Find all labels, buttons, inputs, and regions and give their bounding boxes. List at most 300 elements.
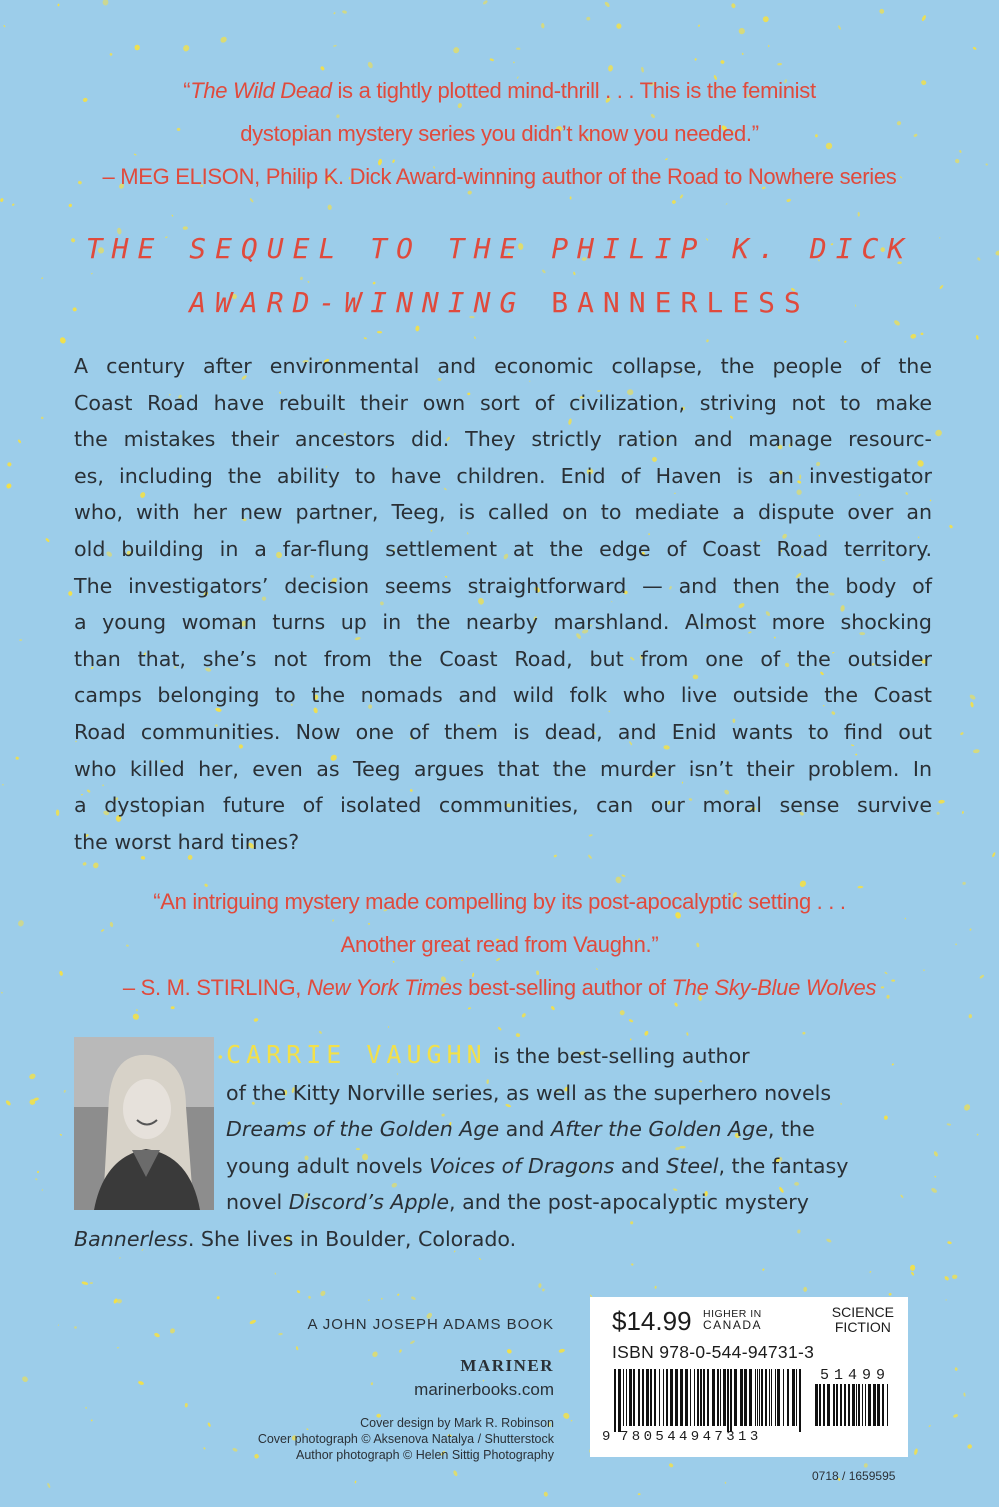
speckle — [628, 1019, 633, 1023]
barcode-bar — [685, 1369, 688, 1426]
speckle — [762, 16, 769, 23]
synopsis-line: the mistakes their ancestors did. They strictly ration and manage resourc- — [74, 427, 932, 452]
barcode-bar — [680, 1369, 683, 1426]
bio-text: young adult novels — [226, 1153, 430, 1178]
speckle — [399, 1349, 402, 1353]
barcode-bar — [690, 1369, 691, 1426]
speckle — [253, 1018, 258, 1023]
speckle — [976, 335, 979, 340]
barcode-panel — [590, 1297, 908, 1457]
author-bio — [74, 1037, 934, 1257]
bio-text: and — [614, 1153, 667, 1178]
speckle — [973, 749, 980, 754]
speckle — [5, 483, 12, 490]
speckle — [91, 1419, 93, 1421]
speckle — [381, 1298, 383, 1300]
speckle — [970, 702, 974, 708]
barcode-bar — [646, 1369, 649, 1426]
barcode-bar — [819, 1384, 821, 1426]
speckle — [963, 1392, 966, 1396]
speckle — [1, 992, 3, 994]
barcode-bar — [775, 1369, 776, 1426]
speckle — [541, 1288, 545, 1292]
price-note-line1: HIGHER IN — [703, 1308, 762, 1320]
speckle — [182, 44, 190, 53]
speckle — [762, 1268, 765, 1271]
barcode-bar — [694, 1369, 695, 1426]
speckle — [992, 852, 996, 858]
synopsis-line: The investigators’ decision seems straightforward — and then the body of — [74, 573, 932, 598]
speckle — [878, 8, 885, 15]
bio-title: Voices of Dragons — [429, 1153, 615, 1178]
speckle — [631, 1263, 634, 1266]
speckle — [169, 1327, 176, 1334]
speckle — [938, 800, 945, 804]
attr-publication: New York Times — [306, 975, 463, 1000]
barcode-bar — [887, 1384, 888, 1426]
speckle — [47, 1483, 51, 1489]
addon-barcode — [815, 1384, 891, 1432]
barcode-bar — [712, 1369, 715, 1426]
genre-line2: FICTION — [834, 1319, 891, 1335]
barcode-bar — [858, 1384, 860, 1426]
speckle — [132, 1012, 141, 1021]
barcode-bar — [755, 1369, 756, 1426]
speckle — [318, 1030, 322, 1034]
barcode-bar — [757, 1369, 758, 1426]
speckle — [19, 639, 22, 641]
speckle — [135, 1009, 138, 1012]
genre-line1: SCIENCE — [831, 1304, 894, 1320]
speckle — [541, 23, 545, 29]
speckle — [731, 3, 736, 9]
speckle — [0, 198, 4, 203]
barcode-bar — [792, 1369, 795, 1426]
barcode-bar — [868, 1384, 871, 1426]
speckle — [354, 1480, 356, 1483]
speckle — [253, 1453, 259, 1459]
tagline-line: THE SEQUEL TO THE PHILIP K. DICK — [85, 232, 914, 265]
speckle — [319, 1290, 326, 1297]
barcode-bar — [777, 1369, 780, 1426]
quote-meg-elison — [40, 69, 959, 198]
speckle — [934, 1175, 936, 1177]
speckle — [474, 336, 477, 339]
speckle — [911, 1271, 915, 1276]
barcode-bar — [629, 1369, 632, 1426]
barcode-bar — [700, 1369, 702, 1426]
speckle — [102, 0, 108, 6]
quote-line — [40, 69, 959, 112]
speckle — [185, 1403, 188, 1408]
speckle — [411, 1296, 417, 1301]
speckle — [171, 214, 173, 216]
speckle — [638, 1493, 641, 1495]
bio-line: of the Kitty Norville series, as well as the superhero novels — [226, 1080, 832, 1105]
speckle — [966, 1443, 972, 1449]
barcode-bar — [877, 1384, 880, 1426]
speckle — [134, 44, 140, 50]
speckle — [333, 12, 336, 15]
speckle — [698, 24, 701, 27]
speckle — [955, 1367, 958, 1371]
barcode-bar — [815, 1384, 818, 1426]
speckle — [68, 203, 72, 207]
speckle — [934, 429, 942, 437]
barcode-bar — [787, 1369, 789, 1426]
synopsis-line: A century after environmental and economic collapse, the people of the — [74, 354, 932, 378]
addon-digits: 51499 — [820, 1367, 891, 1384]
barcode-bar — [827, 1384, 830, 1426]
barcode-bar — [703, 1369, 705, 1426]
speckle — [962, 882, 966, 885]
speckle — [694, 58, 697, 61]
bio-text: , and the post-apocalyptic mystery — [449, 1190, 809, 1214]
speckle — [138, 1380, 145, 1385]
speckle — [296, 1290, 300, 1294]
speckle — [153, 1332, 160, 1338]
synopsis-line: a dystopian future of isolated communities, can our moral sense survive — [74, 793, 932, 818]
speckle — [586, 17, 591, 21]
synopsis-line: who, with her new partner, Teeg, is called on to mediate a dispute over an — [74, 500, 932, 525]
speckle — [864, 1463, 868, 1468]
speckle — [949, 524, 954, 529]
barcode-bar — [659, 1369, 660, 1426]
speckle — [962, 811, 964, 814]
barcode-bar — [697, 1369, 699, 1426]
speckle — [306, 1428, 309, 1430]
speckle — [388, 1026, 389, 1028]
speckle — [216, 1296, 220, 1300]
barcode-bar — [614, 1369, 616, 1432]
speckle — [928, 1425, 931, 1428]
speckle — [558, 1348, 565, 1353]
barcode-bar — [796, 1369, 797, 1426]
speckle — [3, 25, 6, 28]
speckle — [947, 1241, 952, 1245]
speckle — [479, 1258, 482, 1261]
bio-title: Dreams of the Golden Age — [226, 1117, 500, 1141]
bio-text: , the fantasy — [718, 1153, 849, 1178]
speckle — [786, 198, 791, 202]
speckle — [686, 1032, 689, 1036]
speckle — [959, 150, 962, 153]
speckle — [109, 53, 113, 57]
speckle — [28, 1073, 36, 1081]
barcode-bar — [865, 1384, 866, 1426]
speckle — [367, 61, 374, 69]
speckle — [15, 756, 19, 760]
bio-line — [74, 1221, 934, 1258]
speckle — [953, 1413, 959, 1418]
synopsis-line: than that, she’s not from the Coast Road, but from one of the outsider — [74, 646, 932, 671]
barcode-bar — [727, 1369, 729, 1432]
speckle — [969, 928, 972, 931]
speckle — [56, 809, 60, 816]
barcode-bar — [663, 1369, 664, 1426]
book-title: The Wild Dead — [190, 78, 332, 103]
barcode-bar — [833, 1384, 835, 1426]
speckle — [63, 1090, 66, 1093]
barcode-bar — [836, 1384, 838, 1426]
barcode-bar — [707, 1369, 709, 1426]
speckle — [82, 862, 87, 867]
quote-line: dystopian mystery series you didn’t know you needed.” — [240, 121, 759, 146]
bio-line — [74, 1111, 934, 1148]
barcode-bar — [799, 1369, 801, 1432]
speckle — [41, 1189, 43, 1192]
quote-line: “An intriguing mystery made compelling by its post-apocalyptic setting . . . — [153, 889, 846, 914]
synopsis-line: old building in a far-flung settlement at the edge of Coast Road territory. — [74, 536, 932, 561]
barcode-bar — [844, 1384, 846, 1426]
speckle — [506, 1348, 512, 1354]
speckle — [621, 874, 625, 877]
cover-photo-credit: Cover photograph © Aksenova Natalya / Shutterstock — [257, 1432, 554, 1446]
bio-line — [74, 1184, 934, 1221]
speckle — [644, 1030, 650, 1036]
speckle — [497, 1026, 502, 1031]
speckle — [57, 4, 59, 7]
ean-barcode — [614, 1369, 804, 1432]
speckle — [89, 1282, 93, 1284]
bio-title: After the Golden Age — [550, 1117, 768, 1141]
speckle — [92, 862, 99, 870]
barcode-bar — [675, 1369, 678, 1426]
barcode-bar — [654, 1369, 656, 1426]
barcode-bar — [852, 1384, 855, 1426]
speckle — [45, 538, 50, 543]
speckle — [952, 1274, 958, 1279]
speckle — [482, 0, 488, 5]
price: $14.99 — [612, 1306, 692, 1336]
speckle — [342, 10, 347, 14]
speckle — [377, 331, 383, 334]
barcode-bar — [759, 1369, 760, 1426]
barcode-bar — [618, 1369, 621, 1432]
speckle — [5, 1099, 12, 1106]
price-note — [703, 1309, 762, 1331]
barcode-bar — [744, 1369, 747, 1426]
barcode-bar — [873, 1384, 876, 1426]
speckle — [976, 1133, 978, 1135]
speckle — [668, 1463, 674, 1469]
price-note-line2: CANADA — [703, 1318, 763, 1332]
speckle — [972, 46, 976, 50]
speckle — [616, 23, 622, 29]
imprint-series: A JOHN JOSEPH ADAMS BOOK — [307, 1316, 554, 1333]
synopsis-line: Coast Road have rebuilt their own sort of civilization, striving not to make — [74, 390, 932, 415]
speckle — [219, 35, 228, 43]
tagline-line — [0, 276, 999, 330]
speckle — [397, 1293, 400, 1296]
speckle — [741, 52, 744, 55]
publisher-website[interactable]: marinerbooks.com — [414, 1380, 554, 1399]
speckle — [571, 1420, 573, 1422]
speckle — [869, 1271, 872, 1274]
barcode-bar — [749, 1369, 752, 1426]
barcode-bar — [730, 1369, 732, 1432]
speckle — [119, 1257, 121, 1258]
speckle — [410, 1340, 416, 1345]
bio-line — [74, 1037, 934, 1075]
speckle — [979, 974, 985, 979]
speckle — [41, 416, 44, 419]
speckle — [838, 25, 842, 30]
bio-text: . She lives in Boulder, Colorado. — [187, 1226, 517, 1251]
speckle — [803, 1287, 807, 1292]
barcode-bar — [771, 1369, 772, 1426]
speckle — [327, 204, 332, 210]
speckle — [21, 1375, 29, 1383]
speckle — [59, 1134, 62, 1136]
barcode-bar — [740, 1369, 743, 1426]
barcode-bar — [882, 1384, 884, 1426]
speckle — [671, 199, 676, 204]
speckle — [296, 1346, 299, 1350]
speckle — [947, 1123, 952, 1126]
speckle — [888, 1293, 892, 1296]
synopsis-line: the worst hard times? — [74, 829, 300, 854]
speckle — [706, 339, 709, 343]
speckle — [489, 58, 494, 62]
barcode-bar — [650, 1369, 652, 1426]
speckle — [913, 1448, 918, 1455]
synopsis-line: who killed her, even as Teeg argues that the murder isn’t their problem. In — [74, 756, 932, 781]
speckle — [68, 591, 72, 596]
bio-text: is the best-selling author — [486, 1044, 750, 1068]
speckle — [562, 1412, 570, 1420]
barcode-bar — [623, 1369, 624, 1426]
bio-text: and — [499, 1117, 551, 1141]
speckle — [737, 27, 746, 36]
barcode-bar — [848, 1384, 850, 1426]
speckle — [963, 1103, 971, 1112]
tagline-award: AWARD-WINNING — [189, 286, 552, 319]
bio-text: novel — [226, 1190, 289, 1214]
attr-book-title: The Sky-Blue Wolves — [671, 975, 877, 1000]
bio-line — [74, 1148, 934, 1185]
synopsis-line: Road communities. Now one of them is dead, and Enid wants to find out — [74, 719, 932, 744]
barcode-bar — [856, 1384, 857, 1426]
speckle — [371, 1382, 374, 1385]
speckle — [368, 1299, 370, 1300]
ean-first-digit: 9 — [602, 1429, 611, 1445]
speckle — [985, 163, 988, 166]
speckle — [37, 1171, 40, 1174]
bio-title: Discord’s Apple — [288, 1190, 449, 1214]
quote-attribution: – MEG ELISON, Philip K. Dick Award-winning author of the Road to Nowhere series — [102, 164, 897, 189]
speckle — [768, 45, 770, 47]
bio-title: Bannerless — [74, 1226, 188, 1251]
speckle — [249, 198, 254, 203]
speckle — [81, 1281, 88, 1286]
speckle — [274, 1272, 276, 1275]
attr-prefix: – S. M. STIRLING, — [122, 975, 307, 1000]
speckle — [968, 1014, 972, 1018]
speckle — [59, 336, 67, 344]
synopsis — [74, 348, 932, 860]
speckle — [58, 1324, 60, 1326]
speckle — [203, 1447, 206, 1450]
barcode-bar — [765, 1369, 767, 1426]
quote-text: is a tightly plotted mind-thrill . . . This is the feminist — [331, 78, 816, 103]
speckle — [654, 1286, 656, 1289]
speckle — [910, 333, 917, 339]
speckle — [278, 1333, 283, 1336]
synopsis-line: es, including the ability to have children. Enid of Haven is an investigator — [74, 463, 932, 488]
tagline — [0, 222, 999, 330]
barcode-bar — [717, 1369, 719, 1426]
speckle — [232, 1447, 238, 1452]
speckle — [453, 1470, 459, 1477]
attr-mid: best-selling author of — [462, 975, 672, 1000]
barcode-bar — [840, 1384, 842, 1426]
speckle — [74, 1326, 77, 1329]
speckle — [538, 1283, 541, 1288]
speckle — [969, 694, 977, 701]
synopsis-line: camps belonging to the nomads and wild folk who live outside the Coast — [74, 683, 932, 708]
speckle — [521, 1012, 527, 1018]
genre-category — [832, 1305, 894, 1335]
barcode-bar — [783, 1369, 784, 1426]
speckle — [802, 1032, 805, 1035]
speckle — [858, 212, 860, 217]
publisher-name: MARINER — [460, 1356, 554, 1375]
barcode-bar — [666, 1369, 668, 1426]
barcode-bar — [642, 1369, 644, 1426]
speckle — [2, 784, 4, 786]
speckle — [35, 1178, 38, 1181]
barcode-bar — [769, 1369, 770, 1426]
ean-digits: 780544947313 — [620, 1429, 762, 1445]
speckle — [7, 462, 12, 467]
bio-title: Steel — [666, 1153, 719, 1178]
tagline-bannerless: BANNERLESS — [551, 286, 810, 319]
speckle — [720, 60, 725, 65]
quote-sm-stirling — [40, 880, 959, 1009]
barcode-bar — [633, 1369, 635, 1426]
speckle — [12, 203, 15, 206]
barcode-bar — [723, 1369, 726, 1426]
speckle — [513, 61, 515, 63]
speckle — [516, 48, 520, 50]
speckle — [777, 63, 782, 66]
speckle — [17, 919, 25, 927]
speckle — [543, 1491, 548, 1497]
speckle — [604, 1, 611, 8]
speckle — [207, 1422, 211, 1427]
speckle — [844, 340, 847, 343]
quote-attribution — [40, 966, 959, 1009]
barcode-bar — [761, 1369, 763, 1426]
cover-design-credit: Cover design by Mark R. Robinson — [360, 1416, 554, 1430]
author-name: CARRIE VAUGHN — [226, 1040, 487, 1069]
speckle — [249, 1319, 257, 1325]
catalog-code: 0718 / 1659595 — [812, 1469, 896, 1483]
speckle — [371, 1350, 379, 1358]
speckle — [725, 1482, 727, 1484]
speckle — [920, 332, 923, 335]
speckle — [910, 1265, 916, 1272]
speckle — [936, 811, 940, 815]
barcode-bar — [670, 1369, 673, 1426]
speckle — [726, 203, 728, 205]
speckle — [452, 46, 460, 54]
barcode-bar — [720, 1369, 721, 1426]
barcode-bar — [862, 1384, 863, 1426]
speckle — [17, 439, 21, 444]
barcode-bar — [626, 1369, 627, 1426]
